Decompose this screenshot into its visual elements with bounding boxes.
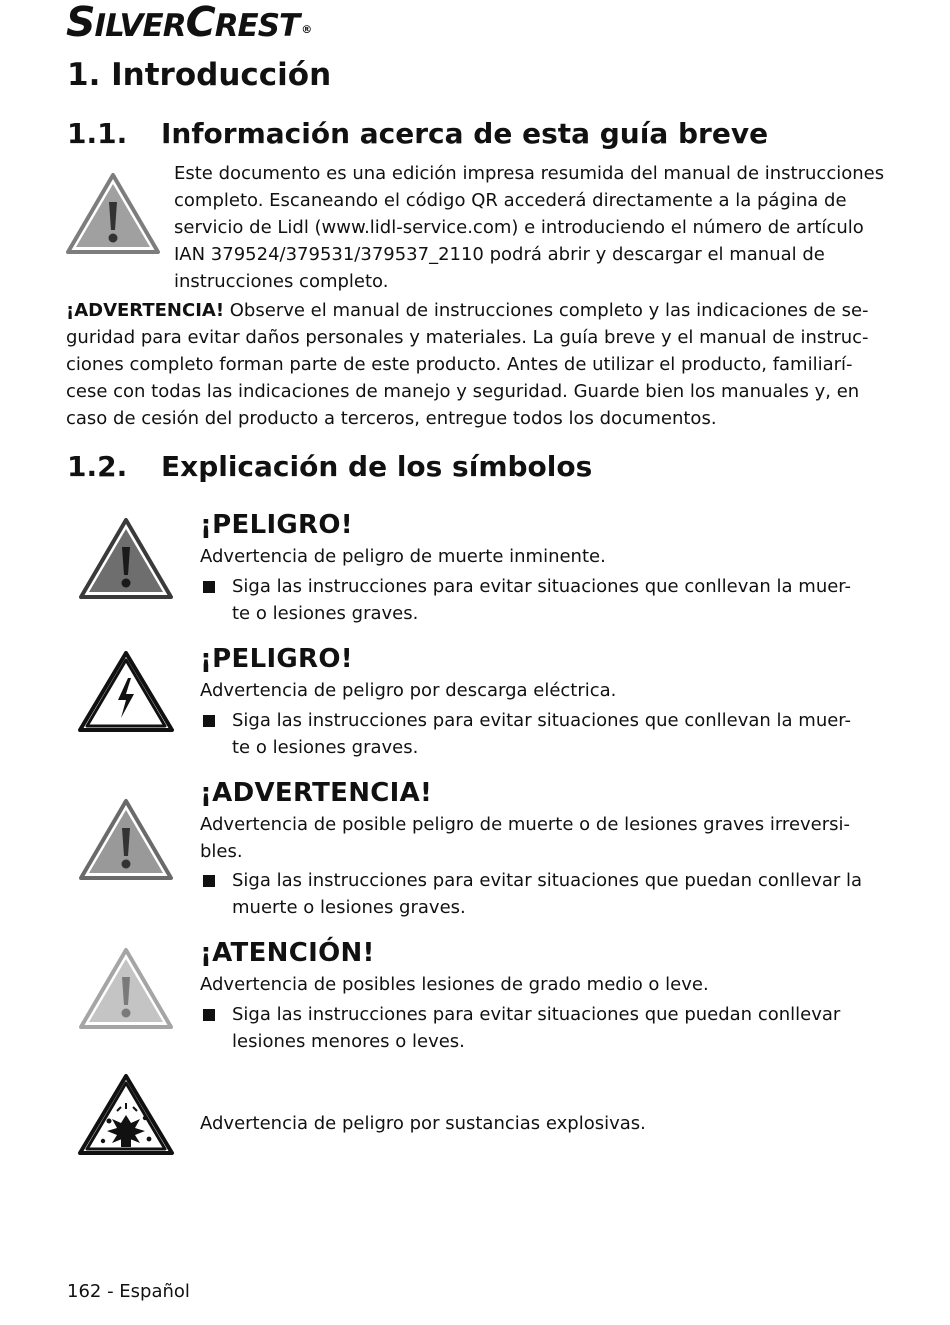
bullet-square-icon	[203, 1009, 215, 1021]
symbol-bullet	[200, 573, 851, 627]
symbol-title: ¡PELIGRO!	[200, 644, 353, 674]
bullet-line: lesiones menores o leves.	[232, 1031, 465, 1052]
warning-line: guridad para evitar daños personales y materiales. La guía breve y el manual de instruc-	[66, 327, 869, 348]
intro-line: instrucciones completo.	[174, 271, 389, 292]
brand-logo: SILVERCREST ®	[66, 0, 312, 46]
symbol-description	[200, 811, 850, 865]
bullet-line: muerte o lesiones graves.	[232, 897, 466, 918]
explosive-triangle-icon	[77, 1073, 175, 1157]
page-number-footer: 162 - Español	[67, 1281, 190, 1302]
bullet-square-icon	[203, 715, 215, 727]
warning-first-text: Observe el manual de instrucciones completo y las indicaciones de se-	[224, 300, 869, 321]
bullet-line: te o lesiones graves.	[232, 603, 419, 624]
symbol-bullet	[200, 1001, 840, 1055]
warning-line: caso de cesión del producto a terceros, entregue todos los documentos.	[66, 408, 717, 429]
bullet-line: Siga las instrucciones para evitar situaciones que conllevan la muer-	[232, 710, 852, 731]
warning-line: cese con todas las indicaciones de manejo y seguridad. Guarde bien los manuales y, en	[66, 381, 860, 402]
section-heading-text: Explicación de los símbolos	[161, 450, 593, 483]
symbol-title: ¡ADVERTENCIA!	[200, 778, 433, 808]
warning-paragraph	[66, 297, 869, 432]
symbol-description: Advertencia de peligro por descarga eléctrica.	[200, 680, 617, 701]
description-line: bles.	[200, 841, 243, 862]
bullet-square-icon	[203, 875, 215, 887]
intro-line: completo. Escaneando el código QR accederá directamente a la página de	[174, 190, 847, 211]
warning-line	[66, 297, 869, 324]
section-heading-1-2	[67, 449, 592, 485]
intro-paragraph	[174, 160, 884, 295]
intro-line: servicio de Lidl (www.lidl-service.com) e introduciendo el número de artículo	[174, 217, 864, 238]
bullet-square-icon	[203, 581, 215, 593]
symbol-description: Advertencia de peligro por sustancias explosivas.	[200, 1113, 646, 1134]
warning-line: ciones completo forman parte de este producto. Antes de utilizar el producto, familiarí-	[66, 354, 853, 375]
section-heading-text: Información acerca de esta guía breve	[161, 117, 769, 150]
symbol-title: ¡PELIGRO!	[200, 510, 353, 540]
bullet-line: te o lesiones graves.	[232, 737, 419, 758]
symbol-description: Advertencia de posibles lesiones de grado medio o leve.	[200, 974, 709, 995]
caution-triangle-icon	[78, 947, 174, 1031]
danger-warning-triangle-icon	[78, 517, 174, 601]
symbol-title: ¡ATENCIÓN!	[200, 938, 375, 968]
symbol-bullet	[200, 707, 851, 761]
bullet-line: Siga las instrucciones para evitar situaciones que puedan conllevar la	[232, 870, 863, 891]
intro-line: IAN 379524/379531/379537_2110 podrá abrir y descargar el manual de	[174, 244, 825, 265]
bullet-line: Siga las instrucciones para evitar situaciones que puedan conllevar	[232, 1004, 841, 1025]
intro-line: Este documento es una edición impresa resumida del manual de instrucciones	[174, 163, 885, 184]
warning-triangle-icon	[78, 798, 174, 882]
symbol-description: Advertencia de peligro de muerte inminente.	[200, 546, 606, 567]
section-title-introduccion: 1. Introducción	[67, 57, 332, 93]
warning-triangle-icon	[65, 172, 161, 256]
bullet-line: Siga las instrucciones para evitar situaciones que conllevan la muer-	[232, 576, 852, 597]
section-number: 1.2.	[67, 450, 128, 483]
description-line: Advertencia de posible peligro de muerte o de lesiones graves irreversi-	[200, 814, 851, 835]
warning-label: ¡ADVERTENCIA!	[66, 300, 225, 321]
symbol-bullet	[200, 867, 862, 921]
section-heading-1-1	[67, 116, 768, 152]
electric-shock-triangle-icon	[77, 650, 175, 734]
section-number: 1.1.	[67, 117, 128, 150]
